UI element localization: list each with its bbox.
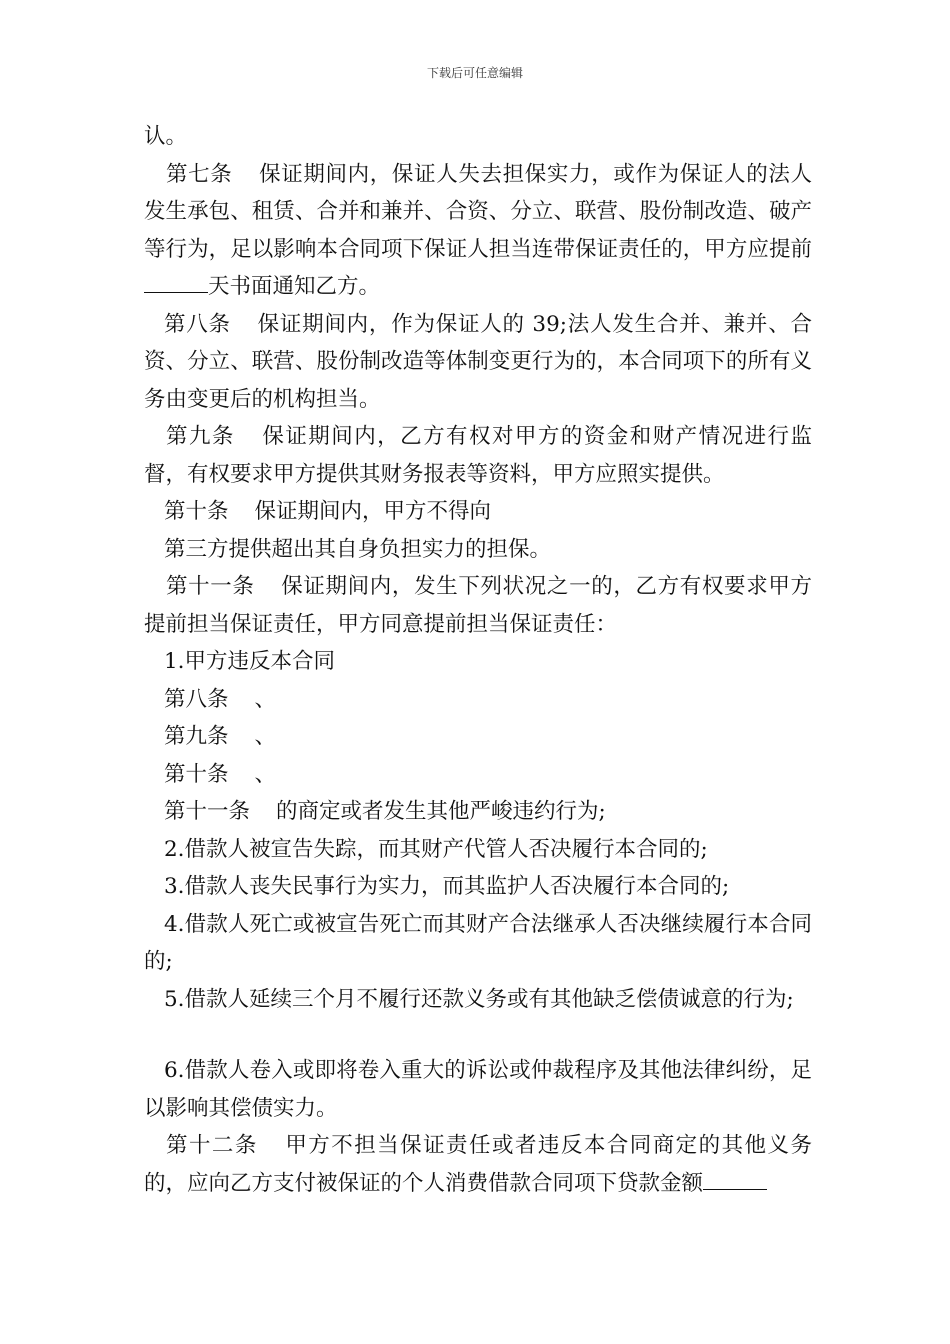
fill-blank[interactable]	[144, 272, 208, 293]
document-body	[144, 118, 812, 1202]
article-label: 第七条	[166, 161, 233, 187]
article-10: 第十条 保证期间内，甲方不得向	[164, 499, 492, 524]
list-item: 6.借款人卷入或即将卷入重大的诉讼或仲裁程序及其他法律纠纷，足以影响其偿债实力。	[144, 1058, 812, 1121]
article-9: 第九条 保证期间内，乙方有权对甲方的资金和财产情况进行监督，有权要求甲方提供其财务报表等资料，甲方应照实提供。	[144, 424, 812, 487]
fill-blank[interactable]	[703, 1169, 767, 1190]
list-item: 第十一条 的商定或者发生其他严峻违约行为;	[164, 799, 606, 824]
paragraph: 认。	[144, 124, 188, 149]
article-label: 第八条	[164, 311, 231, 337]
article-7: 第七条 保证期间内，保证人失去担保实力，或作为保证人的法人发生承包、租赁、合并和兼并、合资、分立、联营、股份制改造、破产等行为，足以影响本合同项下保证人担当连带保证责任的，甲方应提前天书面通知乙方。	[144, 161, 812, 299]
article-label: 第十条	[164, 499, 229, 524]
article-label: 第十一条	[166, 574, 255, 599]
article-label: 第九条	[166, 424, 235, 449]
list-item: 5.借款人延续三个月不履行还款义务或有其他缺乏偿债诚意的行为;	[164, 986, 794, 1012]
paragraph: 第三方提供超出其自身负担实力的担保。	[164, 536, 552, 562]
article-12: 第十二条 甲方不担当保证责任或者违反本合同商定的其他义务的，应向乙方支付被保证的个人消费借款合同项下贷款金额	[144, 1133, 812, 1196]
article-label: 第十二条	[166, 1133, 258, 1158]
list-item: 第九条 、	[164, 724, 277, 749]
list-item: 3.借款人丧失民事行为实力，而其监护人否决履行本合同的;	[164, 874, 730, 899]
list-item: 4.借款人死亡或被宣告死亡而其财产合法继承人否决继续履行本合同的;	[144, 911, 812, 974]
list-item: 第十条 、	[164, 761, 277, 787]
article-11: 第十一条 保证期间内，发生下列状况之一的，乙方有权要求甲方提前担当保证责任，甲方同意提前担当保证责任：	[144, 574, 812, 637]
list-item: 1.甲方违反本合同	[164, 649, 336, 674]
article-8: 第八条 保证期间内，作为保证人的 39;法人发生合并、兼并、合资、分立、联营、股份制改造等体制变更行为的，本合同项下的所有义务由变更后的机构担当。	[144, 311, 812, 412]
list-item: 第八条 、	[164, 686, 277, 712]
page-header: 下载后可任意编辑	[426, 66, 523, 80]
list-item: 2.借款人被宣告失踪，而其财产代管人否决履行本合同的;	[164, 836, 708, 862]
